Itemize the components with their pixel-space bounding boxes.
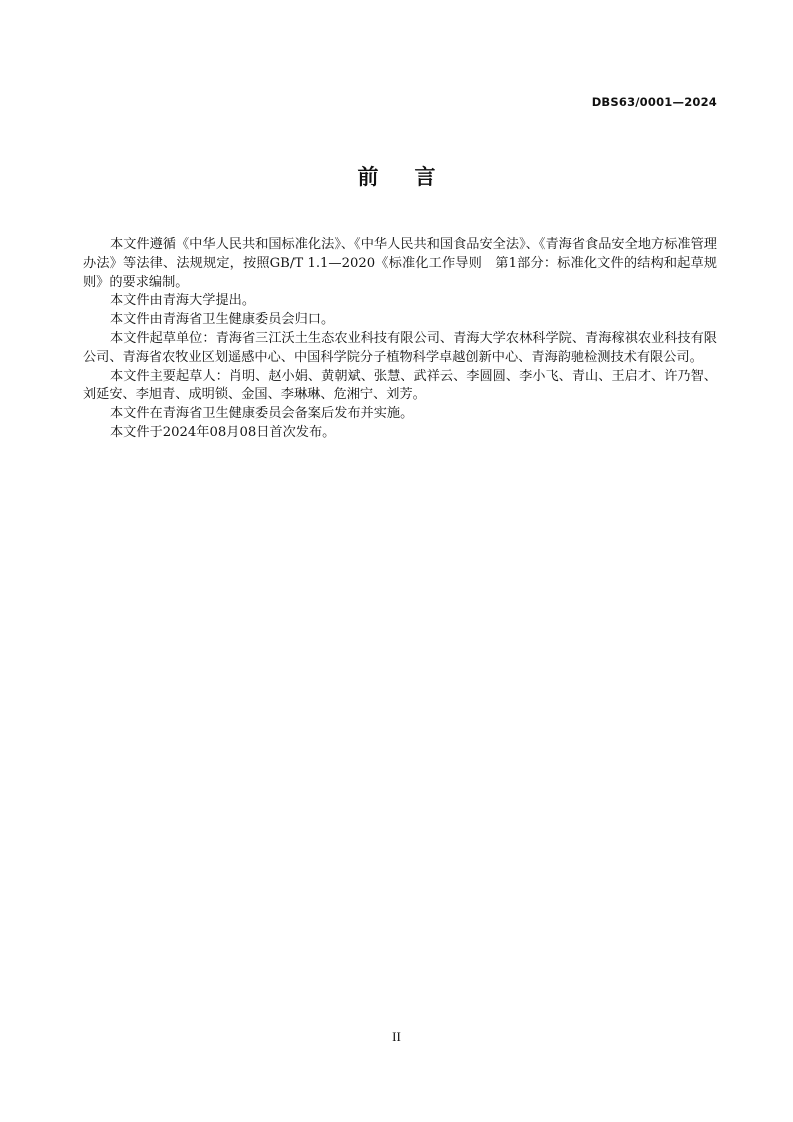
paragraph-filing: 本文件在青海省卫生健康委员会备案后发布并实施。 <box>110 406 414 422</box>
paragraph-drafters: 本文件主要起草人：肖明、赵小娟、黄朝斌、张慧、武祥云、李圆圆、李小飞、青山、王启才、许乃智、刘延安、李旭青、成明锁、金国、李琳琳、危湘宁、刘芳。 <box>83 368 717 403</box>
paragraph-authority: 本文件由青海省卫生健康委员会归口。 <box>110 312 335 328</box>
paragraph-release-date: 本文件于2024年08月08日首次发布。 <box>110 424 336 440</box>
foreword-body <box>83 236 717 443</box>
document-code: DBS63/0001—2024 <box>591 95 717 109</box>
paragraph-drafting-units: 本文件起草单位：青海省三江沃土生态农业科技有限公司、青海大学农林科学院、青海稼祺农业科技有限公司、青海省农牧业区划遥感中心、中国科学院分子植物科学卓越创新中心、青海韵驰检测技术有限公司。 <box>83 330 717 365</box>
page-number: II <box>392 1029 401 1044</box>
paragraph-compliance: 本文件遵循《中华人民共和国标准化法》、《中华人民共和国食品安全法》、《青海省食品安全地方标准管理办法》等法律、法规规定，按照GB/T 1.1—2020《标准化工作导则 第1部分：标准化文件的结构和起草规则》的要求编制。 <box>83 237 717 290</box>
paragraph-proposer: 本文件由青海大学提出。 <box>110 293 256 309</box>
section-title: 前言 <box>357 165 472 189</box>
